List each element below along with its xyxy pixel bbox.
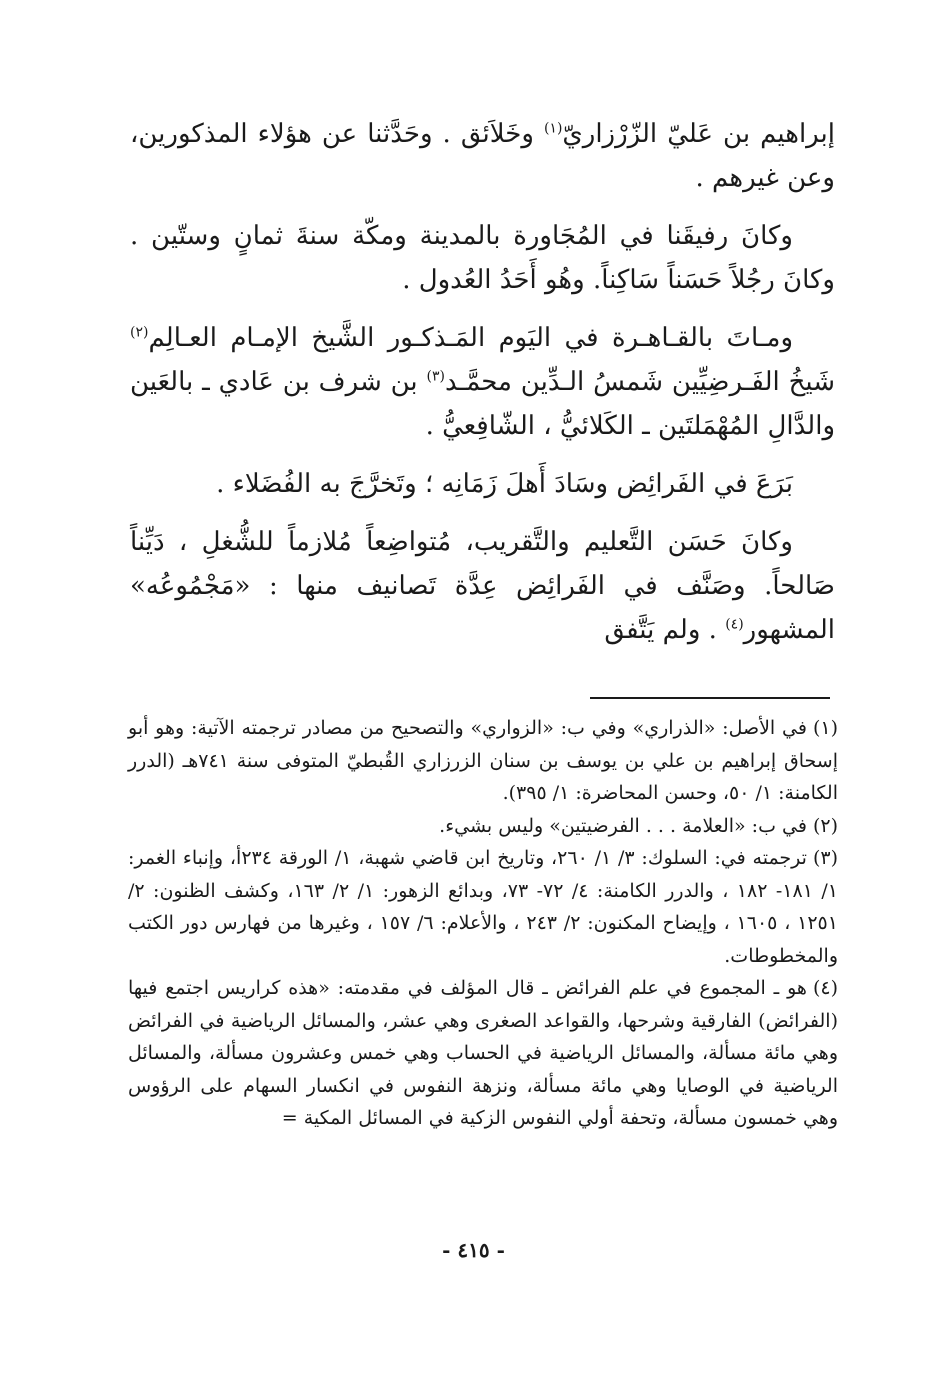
paragraph [130,316,835,448]
footnote-text: هو ـ المجموع في علم الفرائض ـ قال المؤلف في مقدمته: «هذه كراريس اجتمع فيها (الفرائض) الفارقية وشرحها، والقواعد الصغرى وهي عشر، والمسائل الرياضية في الفرائض وهي مائة مسألة، والمسائل الرياضية في الحساب وهي خمس وعشرون مسألة، والمسائل الرياضية في الوصايا وهي مائة مسألة، ونزهة النفوس في انكسار السهام على الرؤوس وهي خمسون مسألة، وتحفة أولي النفوس الزكية في المسائل المكية = [128,977,838,1129]
footnotes [128,712,838,1135]
text-segment: بن شرف بن عَادي ـ بالعَين والدَّالِ المُهْمَلتَين ـ الكَلائيُّ ، الشّافِعيُّ . [130,367,835,441]
paragraph [130,462,835,506]
footnote-marker: (٤) [725,616,744,633]
footnote-number: (٣) [812,847,839,869]
footnote [128,972,838,1135]
footnote [128,712,838,810]
page-number: - ٤١٥ - [442,1238,505,1262]
footnote-text: في ب: «العلامة . . . الفرضيتين» وليس بشيء. [439,814,807,837]
paragraph [130,214,835,302]
text-segment: ومـاتَ بالقـاهـرة في اليَوم المَـذكـور الشَّيخ الإمـام العـالِم [148,323,793,353]
footnote-number: (٤) [812,977,838,999]
footnote-number: (١) [812,717,838,739]
text-segment: . ولم يَتَّفق [604,615,726,645]
text-segment: شَيخُ الفَـرضِيِّين شَمسُ الـدِّين محمَّـد [444,367,835,397]
footnote-text: ترجمته في: السلوك: ٣/ ١/ ٢٦٠، وتاريخ ابن قاضي شهبة، ١/ الورقة ٢٣٤أ، وإنباء الغمر: ١/ ١٨١- ١٨٢ ، والدرر الكامنة: ٤/ ٧٢- ٧٣، وبدائع الزهور: ١/ ٢/ ١٦٣، وكشف الظنون: ٢/ ١٢٥١ ، ١٦٠٥ ، وإيضاح المكنون: ٢/ ٢٤٣ ، والأعلام: ٦/ ١٥٧ ، وغيرها من فهارس دور الكتب والمخطوطات. [128,847,838,967]
main-text [130,112,835,666]
text-segment: بَرَعَ في الفَرائِض وسَادَ أَهلَ زَمَانِه ؛ وتَخرَّجَ به الفُضَلاء . [216,469,793,499]
footnote-separator [590,697,830,699]
paragraph [130,112,835,200]
footnote-marker: (١) [543,120,563,137]
text-segment: وكانَ حَسَن التَّعليم والتَّقريب، مُتواضِعاً مُلازماً للشُّغلِ ، دَيِّناً صَالحاً. وصَنَّف في الفَرائِض عِدَّة تَصانيف منها : «مَجْمُوعُه» المشهور [130,527,835,645]
text-segment: إبراهيم بن عَليّ الزّرْزاريّ [562,119,835,149]
footnote-marker: (٣) [426,368,445,385]
footnote [128,842,838,972]
footnote-marker: (٢) [130,324,149,341]
footnote [128,810,838,843]
text-segment: وكانَ رفيقَنا في المُجَاورة بالمدينة ومكّة سنةَ ثمانٍ وستّين . وكانَ رجُلاً حَسَناً سَاكِناً. وهُو أَحَدُ العُدول . [130,221,835,295]
paragraph [130,520,835,652]
text-segment: وخَلاَئق . وحَدَّثنا عن هؤلاء المذكورين، وعن غيرهم . [130,119,835,193]
footnote-number: (٢) [812,814,838,837]
footnote-text: في الأصل: «الذراري» وفي ب: «الزواري» والتصحيح من مصادر ترجمته الآتية: وهو أبو إسحاق إبراهيم بن علي بن يوسف بن سنان الزرزاري القُبطيّ المتوفى سنة ٧٤١هـ (الدرر الكامنة: ١/ ٥٠، وحسن المحاضرة: ١/ ٣٩٥). [128,717,838,804]
